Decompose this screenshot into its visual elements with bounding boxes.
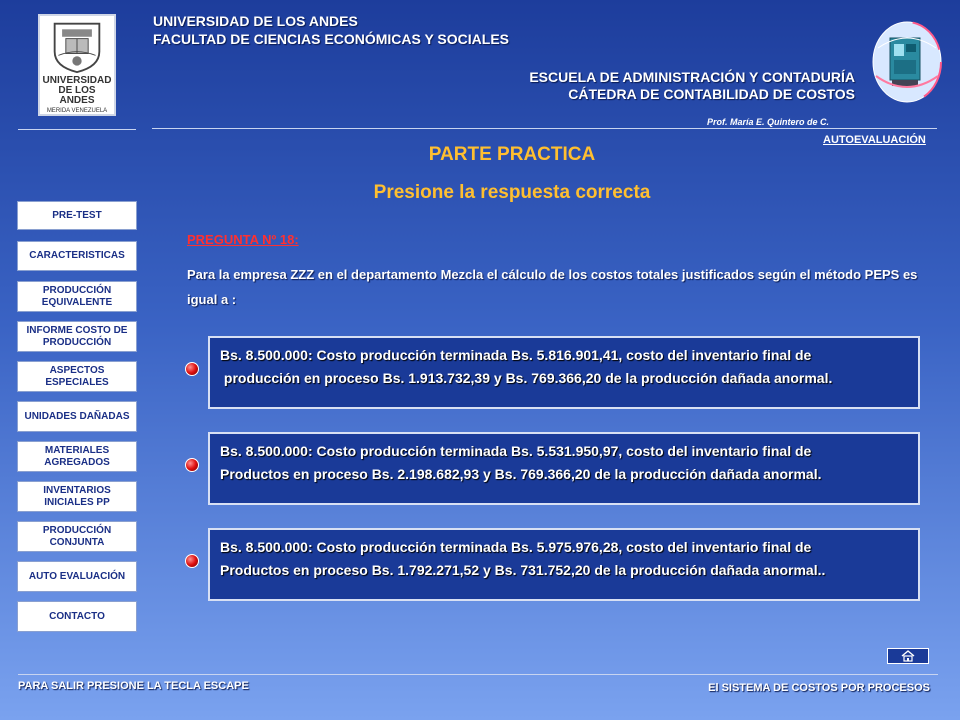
question-text: Para la empresa ZZZ en el departamento Mezcla el cálculo de los costos totales justificados según el método PEPS es igual a : xyxy=(187,267,918,307)
university-name: UNIVERSIDAD DE LOS ANDES xyxy=(153,13,358,29)
header-divider xyxy=(152,128,937,129)
sidebar-item-caracteristicas[interactable]: CARACTERISTICAS xyxy=(17,241,137,271)
header-divider-left xyxy=(18,129,136,130)
header-school-block xyxy=(529,69,855,103)
footer-divider xyxy=(18,674,938,675)
answer-bullet-3[interactable] xyxy=(185,554,199,568)
sidebar-item-informe-costo[interactable]: INFORME COSTO DE PRODUCCIÓN xyxy=(17,321,137,352)
sidebar-item-aspectos-especiales[interactable]: ASPECTOS ESPECIALES xyxy=(17,361,137,392)
answer-option-3[interactable] xyxy=(208,528,920,601)
header-university-block xyxy=(153,12,509,48)
chair-name: CÁTEDRA DE CONTABILIDAD DE COSTOS xyxy=(568,86,855,102)
sidebar-item-unidades-danadas[interactable]: UNIDADES DAÑADAS xyxy=(17,401,137,432)
university-logo xyxy=(38,14,116,116)
logo-subtext: MERIDA VENEZUELA xyxy=(46,108,108,114)
answer-bullet-2[interactable] xyxy=(185,458,199,472)
answer-option-2[interactable] xyxy=(208,432,920,505)
faculty-name: FACULTAD DE CIENCIAS ECONÓMICAS Y SOCIALES xyxy=(153,31,509,47)
school-name: ESCUELA DE ADMINISTRACIÓN Y CONTADURÍA xyxy=(529,69,855,85)
sidebar-item-materiales-agregados[interactable]: MATERIALES AGREGADOS xyxy=(17,441,137,472)
sidebar-item-produccion-equivalente[interactable]: PRODUCCIÓN EQUIVALENTE xyxy=(17,281,137,312)
answer-option-2-line1: Bs. 8.500.000: Costo producción terminada Bs. 5.531.950,97, costo del inventario final de xyxy=(220,443,812,459)
page-subtitle: Presione la respuesta correcta xyxy=(373,182,651,203)
sidebar-item-produccion-conjunta[interactable]: PRODUCCIÓN CONJUNTA xyxy=(17,521,137,552)
answer-option-3-line1: Bs. 8.500.000: Costo producción terminada Bs. 5.975.976,28, costo del inventario final de xyxy=(220,539,812,555)
answer-option-2-line2: Productos en proceso Bs. 2.198.682,93 y Bs. 769.366,20 de la producción dañada anormal. xyxy=(220,466,822,482)
home-icon xyxy=(901,650,915,662)
question-label: PREGUNTA Nº 18: xyxy=(187,232,299,247)
answer-option-1[interactable] xyxy=(208,336,920,409)
answer-option-1-line1: Bs. 8.500.000: Costo producción terminada Bs. 5.816.901,41, costo del inventario final de xyxy=(220,347,812,363)
answer-option-3-line2: Productos en proceso Bs. 1.792.271,52 y Bs. 731.752,20 de la producción dañada anormal.. xyxy=(220,562,826,578)
page-title: PARTE PRACTICA xyxy=(428,144,596,165)
globe-computer-icon xyxy=(870,18,944,106)
answer-option-1-line2: producción en proceso Bs. 1.913.732,39 y Bs. 769.366,20 de la producción dañada anormal. xyxy=(220,370,833,386)
exit-instruction: PARA SALIR PRESIONE LA TECLA ESCAPE xyxy=(18,680,249,692)
professor-name: Prof. María E. Quintero de C. xyxy=(707,117,830,127)
sidebar-item-auto-evaluacion[interactable]: AUTO EVALUACIÓN xyxy=(17,561,137,592)
autoevaluacion-link[interactable]: AUTOEVALUACIÓN xyxy=(823,134,926,146)
sidebar-item-inventarios-iniciales[interactable]: INVENTARIOS INICIALES PP xyxy=(17,481,137,512)
system-name: El SISTEMA DE COSTOS POR PROCESOS xyxy=(708,682,930,694)
university-seal-icon xyxy=(47,20,107,74)
answer-bullet-1[interactable] xyxy=(185,362,199,376)
sidebar-item-contacto[interactable]: CONTACTO xyxy=(17,601,137,632)
home-button[interactable] xyxy=(887,648,929,664)
sidebar-item-pre-test[interactable]: PRE-TEST xyxy=(17,201,137,230)
logo-text: UNIVERSIDAD DE LOS ANDES xyxy=(42,75,112,106)
